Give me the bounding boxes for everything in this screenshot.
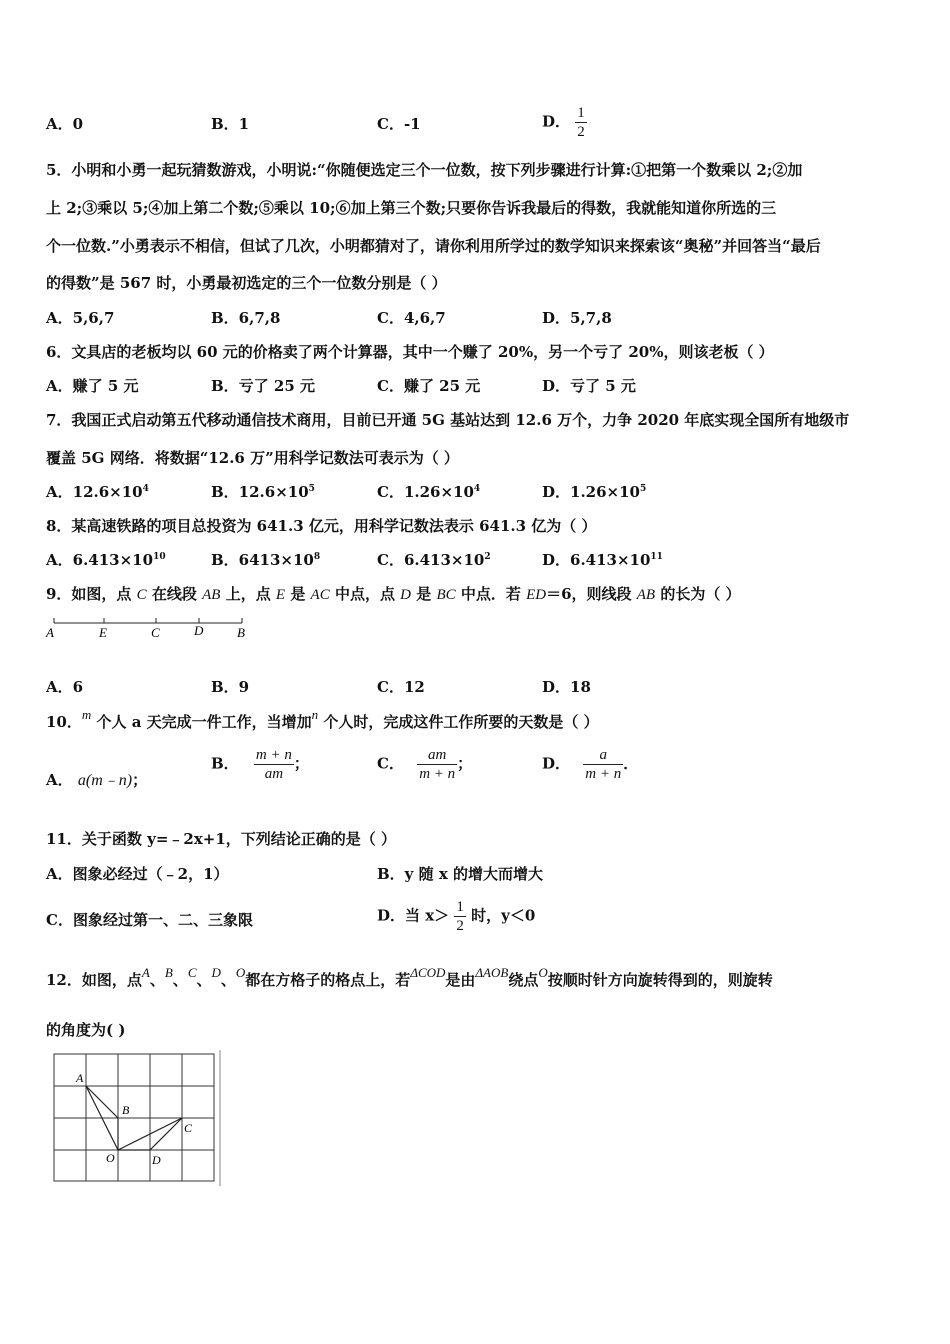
fraction-numerator: 1 (456, 899, 464, 915)
q4-option-d-label: D． (542, 112, 571, 131)
fraction-denominator: 2 (456, 918, 464, 934)
fraction-numerator: am (428, 747, 447, 763)
q8-option-c (377, 550, 491, 570)
q10-var-n: n (311, 707, 319, 722)
q7-line-1: 7．我国正式启动第五代移动通信技术商用，目前已开通 5G 基站达到 12.6 万个，力争 2020 年底实现全国所有地级市 (46, 411, 850, 429)
q9-text-part: 9．如图，点 (46, 585, 137, 603)
q9-var-e: E (275, 587, 286, 603)
fraction-denominator: m + n (419, 766, 456, 782)
q9-line-segment-figure (44, 614, 254, 644)
q12-var-b: B (164, 965, 173, 980)
label-d: D (152, 1153, 161, 1167)
q9-var-c: C (136, 587, 147, 603)
label-a: A (76, 1071, 84, 1085)
fraction-denominator: 2 (577, 124, 585, 140)
q10-option-a-expression: a(m﹣n) (77, 772, 133, 789)
q9-text-part: ＝6，则线段 (546, 585, 637, 603)
q6-option-d: D．亏了 5 元 (542, 377, 636, 395)
q7-option-a-exponent: 4 (142, 484, 149, 494)
q10-option-b-label: B． (211, 754, 239, 773)
label-b: B (122, 1103, 130, 1117)
fraction-numerator: m + n (255, 747, 292, 763)
q11-option-a: A．图象必经过（﹣2，1） (46, 865, 229, 883)
q7-option-c (377, 482, 480, 502)
q9-var-ed: ED (526, 587, 547, 603)
q4-option-b: B．1 (211, 115, 250, 133)
q7-option-d-base: D．1.26×10 (542, 483, 640, 501)
q10-option-d (542, 746, 638, 783)
q7-option-d-exponent: 5 (639, 484, 647, 494)
q7-option-b-exponent: 5 (308, 484, 315, 494)
q9-option-c: C．12 (377, 678, 425, 696)
q10-option-b-separator: ； (293, 754, 309, 773)
q6-option-b: B．亏了 25 元 (211, 377, 315, 395)
q8-option-a-base: A．6.413×10 (46, 551, 154, 569)
segment-dc (150, 1118, 182, 1150)
q7-option-b (211, 482, 315, 502)
q11-option-c: C．图象经过第一、二、三象限 (46, 911, 253, 929)
q8-option-a (46, 550, 166, 570)
q8-option-c-exponent: 2 (484, 552, 491, 562)
label-c: C (184, 1121, 193, 1135)
q12-text-part: 绕点 (508, 971, 539, 989)
q12-triangle-cod: ΔCOD (410, 965, 446, 980)
q8-option-d-base: D．6.413×10 (542, 551, 651, 569)
q9-text-part: 的长为（ ） (655, 585, 741, 603)
q9-option-a: A．6 (46, 678, 84, 696)
q5-line-3: 个一位数.”小勇表示不相信，但试了几次，小明都猜对了，请你利用所学过的数学知识来探索该“奥秘”并回答当“最后 (46, 237, 821, 255)
q5-option-b: B．6,7,8 (211, 309, 281, 327)
q9-text-part: 是 (285, 585, 311, 603)
q12-var-o: O (538, 965, 548, 980)
q12-text-part: 都在方格子的格点上，若 (245, 971, 411, 989)
q10-option-c-separator: ； (457, 754, 473, 773)
q9-option-b: B．9 (211, 678, 250, 696)
q9-text-part: 在线段 (146, 585, 203, 603)
q10-text-part: 个人 a 天完成一件工作，当增加 (91, 713, 312, 731)
q9-var-d: D (400, 587, 412, 603)
q10-option-b-fraction (254, 746, 294, 783)
q10-option-d-fraction (583, 746, 623, 783)
q12-text-part: 是由 (445, 971, 476, 989)
q12-separator: 、 (172, 971, 188, 989)
q5-line-4: 的得数”是 567 时，小勇最初选定的三个一位数分别是（ ） (46, 274, 447, 292)
q7-option-a (46, 482, 149, 502)
q10-option-d-label: D． (542, 754, 571, 773)
q4-option-d-fraction (575, 104, 587, 141)
label-e: E (99, 625, 107, 640)
q10-text-part: 个人时，完成这件工作所要的天数是（ ） (318, 713, 599, 731)
q6-option-a: A．赚了 5 元 (46, 377, 139, 395)
fraction-denominator: am (254, 764, 294, 783)
q6-option-c: C．赚了 25 元 (377, 377, 481, 395)
q11-option-d-prefix: D．当 x＞ (377, 906, 450, 925)
q12-separator: 、 (220, 971, 236, 989)
label-a: A (46, 625, 54, 640)
q10-var-m: m (81, 707, 92, 722)
q12-text-line-1 (46, 965, 773, 991)
q12-var-c: C (187, 965, 197, 980)
q5-option-d: D．5,7,8 (542, 309, 612, 327)
q8-option-c-base: C．6.413×10 (377, 551, 485, 569)
q5-line-2: 上 2;③乘以 5;④加上第二个数;⑤乘以 10;⑥加上第三个数;只要你告诉我最后的得数，我就能知道你所选的三 (46, 199, 777, 217)
q8-option-b (211, 550, 320, 570)
q7-option-d (542, 482, 646, 502)
q9-text-part: 中点，点 (329, 585, 401, 603)
q9-option-d: D．18 (542, 678, 591, 696)
q8-option-d-exponent: 11 (650, 552, 663, 562)
q5-option-c: C．4,6,7 (377, 309, 446, 327)
q11-option-d-fraction (454, 898, 466, 935)
q11-option-d-suffix: 时，y＜0 (471, 906, 536, 925)
q12-var-d: D (211, 965, 221, 980)
q10-option-c-label: C． (377, 754, 404, 773)
q10-option-b (211, 746, 309, 783)
q9-var-ab: AB (202, 587, 221, 603)
q12-separator: 、 (149, 971, 165, 989)
q10-option-a-separator: ； (132, 771, 148, 789)
fraction-numerator: a (599, 747, 607, 763)
q10-number: 10． (46, 713, 82, 731)
q4-option-c: C．-1 (377, 115, 421, 133)
q7-option-a-base: A．12.6×10 (46, 483, 143, 501)
q10-option-c-fraction (417, 746, 457, 783)
label-b: B (237, 625, 245, 640)
label-d: D (194, 623, 204, 638)
q10-text (46, 707, 599, 733)
q12-var-a: A (141, 965, 150, 980)
q12-text-line-2: 的角度为( ) (46, 1021, 126, 1039)
q8-text: 8．某高速铁路的项目总投资为 641.3 亿元，用科学记数法表示 641.3 亿为（ ） (46, 517, 597, 535)
q9-text-part: 上，点 (220, 585, 276, 603)
q12-text-part: 12．如图，点 (46, 971, 142, 989)
q7-line-2: 覆盖 5G 网络．将数据“12.6 万”用科学记数法可表示为（ ） (46, 449, 459, 467)
q10-option-d-separator: ． (623, 754, 639, 773)
q11-option-d (377, 898, 535, 935)
q4-option-a: A．0 (46, 115, 84, 133)
q8-option-a-exponent: 10 (153, 552, 166, 562)
q10-option-a-label: A． (46, 771, 73, 789)
q8-option-d (542, 550, 663, 570)
q11-option-b: B．y 随 x 的增大而增大 (377, 865, 544, 883)
q9-var-bc: BC (436, 587, 456, 603)
q11-text: 11．关于函数 y=﹣2x+1，下列结论正确的是（ ） (46, 830, 396, 848)
q9-var-ac: AC (310, 587, 330, 603)
q10-option-a (46, 770, 147, 791)
q12-var-o: O (235, 965, 246, 980)
label-c: C (151, 625, 160, 640)
q9-text-part: 中点．若 (455, 585, 527, 603)
q4-option-d (542, 104, 587, 141)
segment-ab (86, 1086, 118, 1118)
q9-text-part: 是 (411, 585, 437, 603)
q5-line-1: 5．小明和小勇一起玩猜数游戏，小明说:“你随便选定三个一位数，按下列步骤进行计算:①把第一个数乘以 2;②加 (46, 161, 803, 179)
q12-separator: 、 (196, 971, 212, 989)
q7-option-c-exponent: 4 (473, 484, 481, 494)
q12-triangle-aob: ΔAOB (475, 965, 509, 980)
q6-text: 6．文具店的老板均以 60 元的价格卖了两个计算器，其中一个赚了 20%，另一个亏了 20%，则该老板（ ） (46, 343, 774, 361)
q8-option-b-base: B．6413×10 (211, 551, 314, 569)
q9-text (46, 584, 741, 605)
q7-option-c-base: C．1.26×10 (377, 483, 474, 501)
label-o: O (106, 1151, 115, 1165)
fraction-numerator: 1 (577, 105, 585, 121)
q7-option-b-base: B．12.6×10 (211, 483, 309, 501)
q12-grid-figure (50, 1050, 230, 1190)
q12-text-part: 按顺时针方向旋转得到的，则旋转 (547, 971, 773, 989)
fraction-denominator: m + n (585, 766, 622, 782)
q10-option-c (377, 746, 472, 783)
q9-var-ab: AB (636, 587, 656, 603)
q5-option-a: A．5,6,7 (46, 309, 115, 327)
q8-option-b-exponent: 8 (313, 552, 321, 562)
